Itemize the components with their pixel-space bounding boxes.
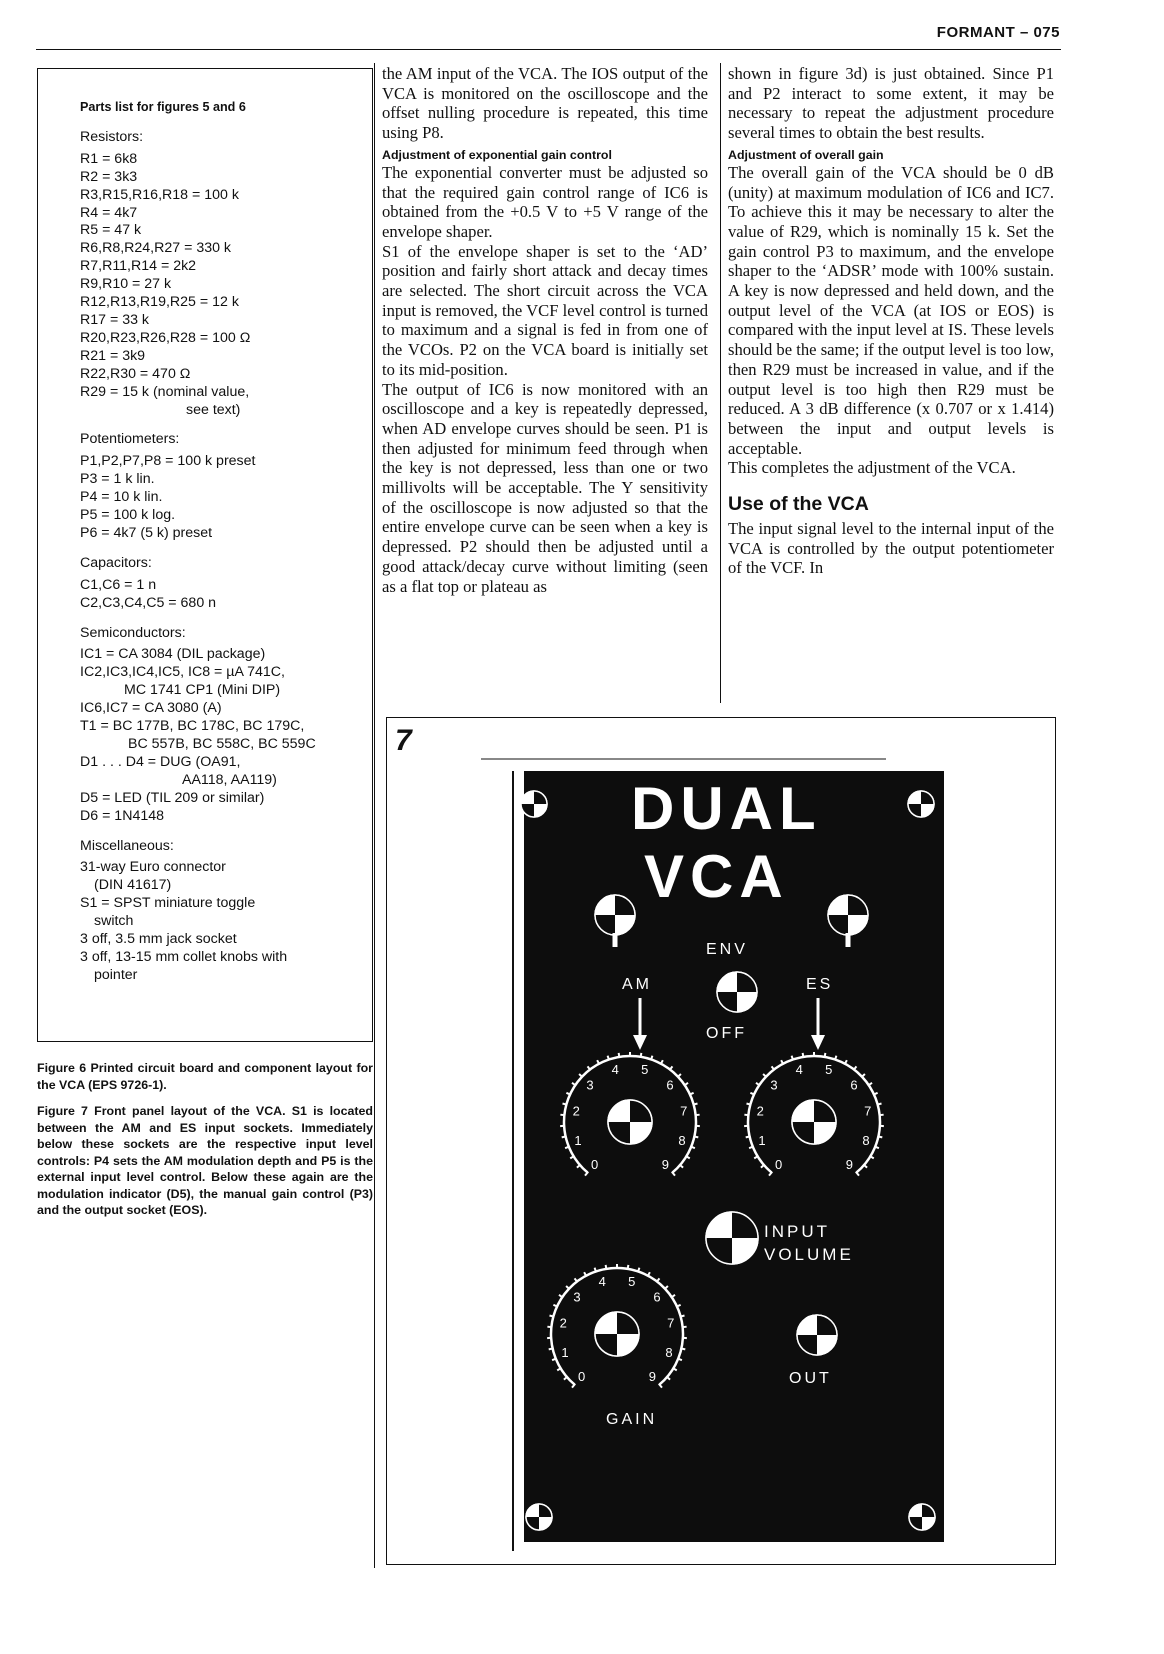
- gain-dial-digit: 3: [573, 1289, 581, 1305]
- gain-dial-digit: 4: [598, 1274, 606, 1290]
- parts-list-title: Parts list for figures 5 and 6: [80, 100, 246, 114]
- label-off: OFF: [706, 1025, 747, 1042]
- figure7-caption: Figure 7 Front panel layout of the VCA. S1 is located between the AM and ES input sockets. Immediately below these sockets are the respective input level controls: P4 sets the AM modulation depth and P5 is the external input level control. Below these again are the modulation indicator (D5), the manual gain control (P3) and the output socket (EOS).: [37, 1104, 373, 1217]
- es-input-jack-pointer: [846, 933, 851, 947]
- paragraph: S1 of the envelope shaper is set to the ‘AD’ position and fairly short attack and decay times are selected. The short circuit across the VCA input is removed, the VCF level control is turned to maximum and a signal is fed in from one of the VCOs. P2 on the VCA board is initially set to its mid-position.: [382, 241, 708, 379]
- es-level-dial-tick: [746, 1136, 751, 1137]
- es-level-dial-digit: 4: [795, 1062, 803, 1078]
- am-level-dial-tick: [693, 1103, 698, 1104]
- parts-list-sections: [80, 129, 372, 985]
- es-level-dial-tick: [877, 1103, 882, 1104]
- parts-line: P1,P2,P7,P8 = 100 k preset: [80, 453, 256, 470]
- am-level-dial-digit: 6: [666, 1077, 674, 1093]
- header-rule: [36, 49, 1061, 50]
- parts-line: T1 = BC 177B, BC 178C, BC 179C,: [80, 718, 305, 735]
- paragraph: the AM input of the VCA. The IOS output of the VCA is monitored on the oscilloscope and the offset nulling procedure is repeated, this time using P8.: [382, 64, 708, 143]
- parts-line: 3 off, 3.5 mm jack socket: [80, 931, 237, 948]
- parts-section-heading: Miscellaneous:: [80, 837, 174, 854]
- am-level-dial-digit: 2: [572, 1103, 580, 1119]
- subheading: Adjustment of overall gain: [728, 147, 884, 162]
- gain-dial-tick: [547, 1327, 552, 1328]
- parts-line: (DIN 41617): [94, 877, 172, 894]
- parts-section: [80, 431, 372, 542]
- parts-line: pointer: [94, 966, 138, 983]
- parts-section-heading: Resistors:: [80, 128, 144, 145]
- label-am: AM: [622, 976, 652, 993]
- parts-line: P6 = 4k7 (5 k) preset: [80, 524, 213, 541]
- am-input-jack-pointer: [613, 933, 618, 947]
- am-level-dial-tick: [619, 1053, 620, 1058]
- subheading: Adjustment of exponential gain control: [382, 147, 612, 162]
- gain-dial-tick: [680, 1315, 685, 1316]
- parts-list-box: [37, 68, 373, 1042]
- label-input: INPUT: [764, 1222, 830, 1241]
- es-level-dial-tick: [746, 1103, 751, 1104]
- label-out: OUT: [789, 1370, 832, 1387]
- es-level-dial-digit: 5: [825, 1062, 833, 1078]
- es-level-dial-digit: 8: [862, 1132, 870, 1148]
- parts-line: C2,C3,C4,C5 = 680 n: [80, 594, 217, 611]
- gain-dial-digit: 7: [667, 1315, 675, 1331]
- gain-dial-digit: 5: [628, 1274, 636, 1290]
- label-es: ES: [806, 976, 834, 993]
- parts-line: R12,R13,R19,R25 = 12 k: [80, 294, 239, 311]
- parts-line: R22,R30 = 470 Ω: [80, 365, 191, 382]
- parts-line: S1 = SPST miniature toggle: [80, 895, 256, 912]
- es-level-dial-digit: 2: [756, 1103, 764, 1119]
- gain-dial-tick: [549, 1348, 554, 1349]
- es-level-dial-tick: [879, 1115, 884, 1116]
- section-heading: Use of the VCA: [728, 493, 869, 516]
- figure-captions: [37, 1060, 373, 1229]
- parts-line: R6,R8,R24,R27 = 330 k: [80, 240, 232, 257]
- es-level-dial-digit: 9: [845, 1157, 853, 1173]
- parts-section: [80, 129, 372, 420]
- parts-line: IC1 = CA 3084 (DIL package): [80, 646, 266, 663]
- panel-title-dual: DUAL: [631, 775, 822, 842]
- parts-line: P3 = 1 k lin.: [80, 471, 155, 488]
- gain-dial-digit: 1: [561, 1344, 569, 1360]
- parts-line: C1,C6 = 1 n: [80, 576, 157, 593]
- gain-dial-digit: 0: [578, 1369, 586, 1385]
- parts-line: R21 = 3k9: [80, 347, 146, 364]
- parts-line: D5 = LED (TIL 209 or similar): [80, 789, 265, 806]
- parts-line: P4 = 10 k lin.: [80, 489, 163, 506]
- parts-line: R17 = 33 k: [80, 311, 150, 328]
- es-level-dial-digit: 7: [864, 1103, 872, 1119]
- gain-dial-digit: 6: [653, 1289, 661, 1305]
- parts-section: [80, 555, 372, 613]
- figure7-front-panel: [386, 717, 1056, 1565]
- parts-line: R2 = 3k3: [80, 168, 138, 185]
- label-env: ENV: [706, 941, 748, 958]
- parts-line: R20,R23,R26,R28 = 100 Ω: [80, 329, 251, 346]
- am-level-dial-digit: 9: [661, 1157, 669, 1173]
- parts-line: R4 = 4k7: [80, 204, 138, 221]
- es-level-dial-digit: 1: [758, 1132, 766, 1148]
- gain-dial-tick: [680, 1348, 685, 1349]
- gain-dial-tick: [549, 1315, 554, 1316]
- figure6-caption: Figure 6 Printed circuit board and component layout for the VCA (EPS 9726-1).: [37, 1061, 373, 1092]
- parts-line: D1 . . . D4 = DUG (OA91,: [80, 753, 241, 770]
- gain-dial-tick: [628, 1265, 629, 1270]
- parts-line: P5 = 100 k log.: [80, 507, 176, 524]
- parts-line: switch: [94, 913, 134, 930]
- paragraph: The exponential converter must be adjusted so that the required gain control range of IC6 is obtained from the +0.5 V to +5 V range of the envelope shaper.: [382, 162, 708, 241]
- parts-line: R5 = 47 k: [80, 222, 142, 239]
- column-divider: [720, 63, 721, 703]
- am-level-dial-tick: [560, 1115, 565, 1116]
- am-level-dial-tick: [562, 1103, 567, 1104]
- gain-dial-digit: 9: [648, 1369, 656, 1385]
- paragraph: The overall gain of the VCA should be 0 dB (unity) at maximum modulation of IC6 and IC7. To achieve this it may be necessary to alter the value of R29, which is nominally 15 k. Set the gain control P3 to maximum, and the envelope shaper to the ‘ADSR’ mode with 100% sustain. A key is now depressed and held down, and the output level of the VCA (at IOS or EOS) is compared with the input level at IS. These levels should be the same; if the output level is too low, then R29 must be increased in value, and if the output level is too high then R29 must be reduced. A 3 dB difference (x 0.707 or x 1.414) between the input and output levels is acceptable.: [728, 162, 1054, 458]
- parts-line: D6 = 1N4148: [80, 807, 165, 824]
- es-level-dial-digit: 0: [775, 1157, 783, 1173]
- parts-line: R9,R10 = 27 k: [80, 276, 172, 293]
- figure7-number: 7: [395, 724, 412, 757]
- am-level-dial-digit: 5: [641, 1062, 649, 1078]
- parts-line: IC2,IC3,IC4,IC5, IC8 = µA 741C,: [80, 664, 285, 681]
- am-level-dial-digit: 4: [611, 1062, 619, 1078]
- text-column-right: [728, 64, 1054, 578]
- parts-section: [80, 625, 372, 826]
- am-level-dial-digit: 1: [574, 1132, 582, 1148]
- es-level-dial-tick: [877, 1136, 882, 1137]
- label-volume: VOLUME: [764, 1245, 854, 1264]
- parts-line: R29 = 15 k (nominal value,: [80, 383, 250, 400]
- am-level-dial-tick: [693, 1136, 698, 1137]
- paragraph: This completes the adjustment of the VCA.: [728, 458, 1016, 478]
- am-level-dial-digit: 0: [591, 1157, 599, 1173]
- parts-section-heading: Potentiometers:: [80, 431, 180, 448]
- parts-section-heading: Semiconductors:: [80, 624, 186, 641]
- text-column-middle: [382, 64, 708, 596]
- parts-line: see text): [186, 401, 241, 418]
- am-level-dial-tick: [562, 1136, 567, 1137]
- parts-line: MC 1741 CP1 (Mini DIP): [124, 682, 281, 699]
- am-level-dial-tick: [695, 1115, 700, 1116]
- am-level-dial-tick: [641, 1053, 642, 1058]
- parts-line: IC6,IC7 = CA 3080 (A): [80, 700, 222, 717]
- parts-line: BC 557B, BC 558C, BC 559C: [128, 736, 316, 752]
- am-level-dial-digit: 8: [678, 1132, 686, 1148]
- gain-dial-digit: 8: [665, 1344, 673, 1360]
- am-level-dial-digit: 3: [586, 1077, 594, 1093]
- gain-dial-tick: [682, 1327, 687, 1328]
- es-level-dial-digit: 6: [850, 1077, 858, 1093]
- es-level-dial-tick: [744, 1115, 749, 1116]
- column-divider: [374, 63, 375, 1568]
- am-level-dial-digit: 7: [680, 1103, 688, 1119]
- es-level-dial-tick: [825, 1053, 826, 1058]
- paragraph: The output of IC6 is now monitored with an oscilloscope and a key is repeatedly depressed, when AD envelope curves should be seen. P1 is then adjusted for minimum feed through when the key is not depressed, less than one or two millivolts will be acceptable. The Y sensitivity of the oscilloscope is now adjusted so that the entire envelope curve can be seen when a key is depressed. P2 should then be adjusted until a good attack/decay curve without limiting (seen as a flat top or plateau as: [382, 379, 708, 596]
- es-level-dial-digit: 3: [770, 1077, 778, 1093]
- panel-title-vca: VCA: [644, 843, 789, 910]
- gain-dial-digit: 2: [559, 1315, 567, 1331]
- es-level-dial-tick: [803, 1053, 804, 1058]
- paragraph: The input signal level to the internal input of the VCA is controlled by the output potentiometer of the VCF. In: [728, 519, 1054, 578]
- parts-section: [80, 838, 372, 985]
- parts-line: 3 off, 13-15 mm collet knobs with: [80, 948, 288, 965]
- parts-line: R1 = 6k8: [80, 150, 138, 167]
- parts-line: R3,R15,R16,R18 = 100 k: [80, 186, 239, 203]
- panel-edge: [512, 771, 514, 1551]
- gain-dial-tick: [606, 1265, 607, 1270]
- page-header: FORMANT – 075: [936, 24, 1060, 41]
- paragraph: shown in figure 3d) is just obtained. Since P1 and P2 interact to some extent, it may be necessary to repeat the adjustment procedure several times to obtain the best results.: [728, 64, 1054, 143]
- parts-section-heading: Capacitors:: [80, 554, 152, 571]
- parts-line: 31-way Euro connector: [80, 859, 226, 876]
- parts-line: R7,R11,R14 = 2k2: [80, 258, 197, 275]
- label-gain: GAIN: [606, 1411, 658, 1428]
- parts-line: AA118, AA119): [182, 771, 277, 788]
